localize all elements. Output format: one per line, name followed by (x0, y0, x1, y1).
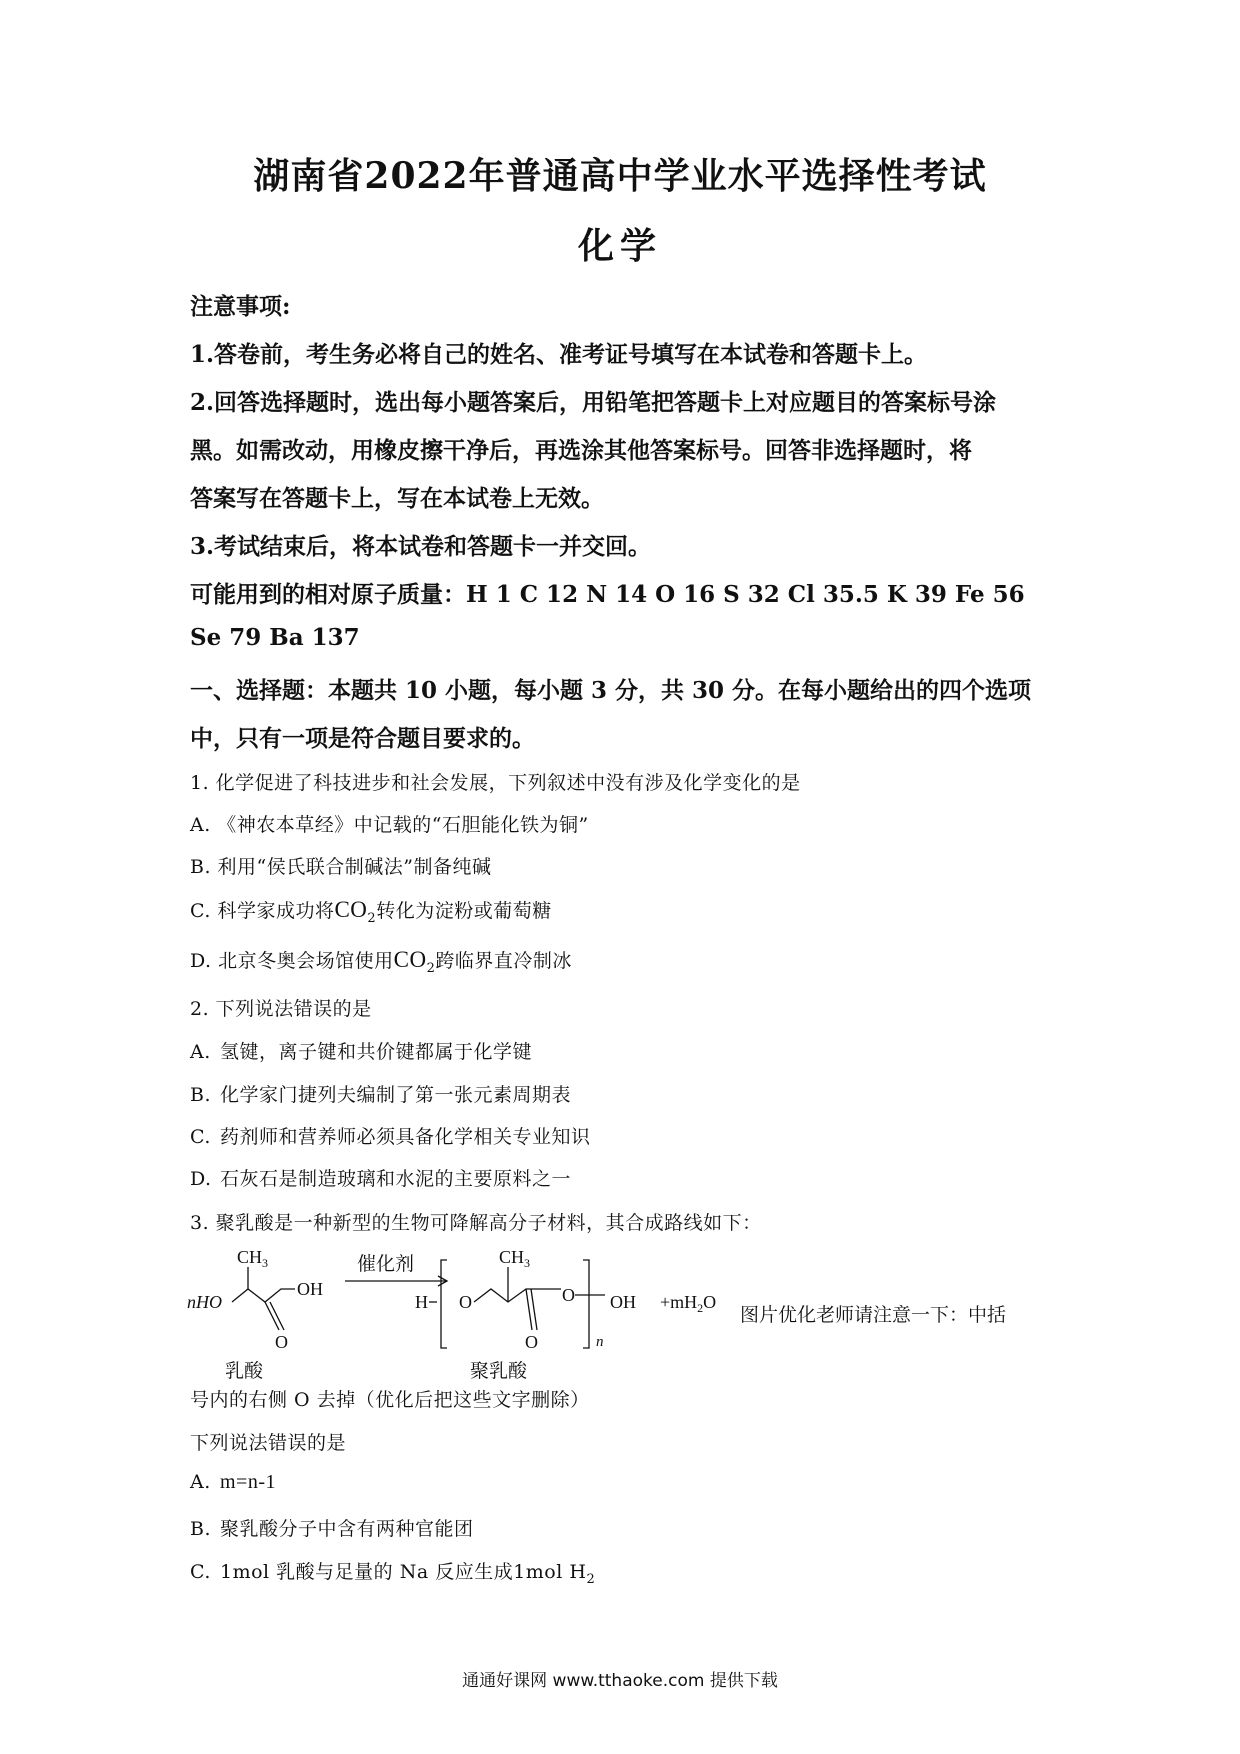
q3-sub-stem: 下列说法错误的是 (190, 1432, 347, 1454)
q2-option-b: B. 化学家门捷列夫编制了第一张元素周期表 (190, 1084, 572, 1106)
exam-title: 湖南省2022年普通高中学业水平选择性考试 (253, 155, 987, 197)
section-heading-cont: 中，只有一项是符合题目要求的。 (190, 725, 535, 752)
ch3-label: $CH_3$ (237, 1247, 269, 1270)
notice-item-2-cont: 黑。如需改动，用橡皮擦干净后，再选涂其他答案标号。回答非选择题时，将 (190, 437, 972, 464)
footer-source: 通通好课网 www.tthaoke.com 提供下载 (462, 1671, 778, 1691)
left-bracket (441, 1260, 447, 1348)
notice-item-1: 1.答卷前，考生务必将自己的姓名、准考证号填写在本试卷和答题卡上。 (190, 341, 928, 368)
editor-note-line-1: 图片优化老师请注意一下：中括 (740, 1304, 1007, 1326)
n-subscript: n (596, 1334, 604, 1350)
catalyst-label: 催化剂 (357, 1254, 415, 1275)
section-heading: 一、选择题：本题共 10 小题，每小题 3 分，共 30 分。在每小题给出的四个选项 (190, 677, 1032, 704)
product-carbonyl-b (531, 1289, 537, 1330)
q1-option-c: C. 科学家成功将$CO_2$转化为淀粉或葡萄糖 (190, 897, 552, 926)
subject-title: 化学 (577, 225, 662, 267)
q1-option-d: D. 北京冬奥会场馆使用$CO_2$跨临界直冷制冰 (190, 947, 572, 976)
q1-option-a: A. 《神农本草经》中记载的“石胆能化铁为铜” (190, 814, 589, 836)
q2-stem: 2. 下列说法错误的是 (190, 998, 372, 1020)
water-label: $+mH_2O$ (660, 1292, 717, 1315)
atomic-masses-line-2: Se 79 Ba 137 (190, 624, 360, 651)
ester-o-label: O (459, 1292, 472, 1312)
q3-option-b: B. 聚乳酸分子中含有两种官能团 (190, 1518, 474, 1540)
product-carbonyl-o-label: O (525, 1332, 538, 1352)
notice-heading: 注意事项: (190, 293, 291, 320)
q3-stem: 3. 聚乳酸是一种新型的生物可降解高分子材料，其合成路线如下： (190, 1212, 762, 1234)
right-bracket (583, 1260, 589, 1348)
atomic-masses-line-1: 可能用到的相对原子质量：H 1 C 12 N 14 O 16 S 32 Cl 35.5 K 39 Fe 56 (190, 581, 1025, 608)
oh-label: OH (297, 1279, 323, 1299)
lactic-acid-name: 乳酸 (225, 1361, 264, 1382)
product-backbone (474, 1289, 561, 1302)
lactic-backbone (232, 1289, 295, 1302)
polylactic-acid-synthesis-scheme (185, 1245, 765, 1385)
notice-item-2: 2.回答选择题时，选出每小题答案后，用铅笔把答题卡上对应题目的答案标号涂 (190, 389, 997, 416)
carbonyl-o-label: O (275, 1332, 288, 1352)
q1-option-b: B. 利用“侯氏联合制碱法”制备纯碱 (190, 856, 492, 878)
nho-label: nHO (187, 1292, 222, 1312)
notice-item-2-end: 答案写在答题卡上，写在本试卷上无效。 (190, 485, 604, 512)
notice-item-3: 3.考试结束后，将本试卷和答题卡一并交回。 (190, 533, 652, 560)
q3-option-c: C. 1mol 乳酸与足量的 Na 反应生成1mol $H_2$ (190, 1561, 596, 1587)
q2-option-c: C. 药剂师和营养师必须具备化学相关专业知识 (190, 1126, 591, 1148)
ch3-product-label: $CH_3$ (499, 1247, 531, 1270)
product-carbonyl-a (526, 1289, 532, 1330)
q3-option-a: A. m=n-1 (190, 1471, 276, 1493)
q2-option-d: D. 石灰石是制造玻璃和水泥的主要原料之一 (190, 1168, 572, 1190)
editor-note-line-2: 号内的右侧 O 去掉（优化后把这些文字删除） (190, 1389, 590, 1411)
q2-option-a: A. 氢键，离子键和共价键都属于化学键 (190, 1041, 533, 1063)
h-end-label: H (415, 1292, 428, 1312)
polylactic-acid-name: 聚乳酸 (470, 1361, 528, 1382)
oh-end-label: OH (610, 1292, 636, 1312)
q1-stem: 1. 化学促进了科技进步和社会发展，下列叙述中没有涉及化学变化的是 (190, 772, 801, 794)
link-o-label: O (562, 1285, 575, 1305)
